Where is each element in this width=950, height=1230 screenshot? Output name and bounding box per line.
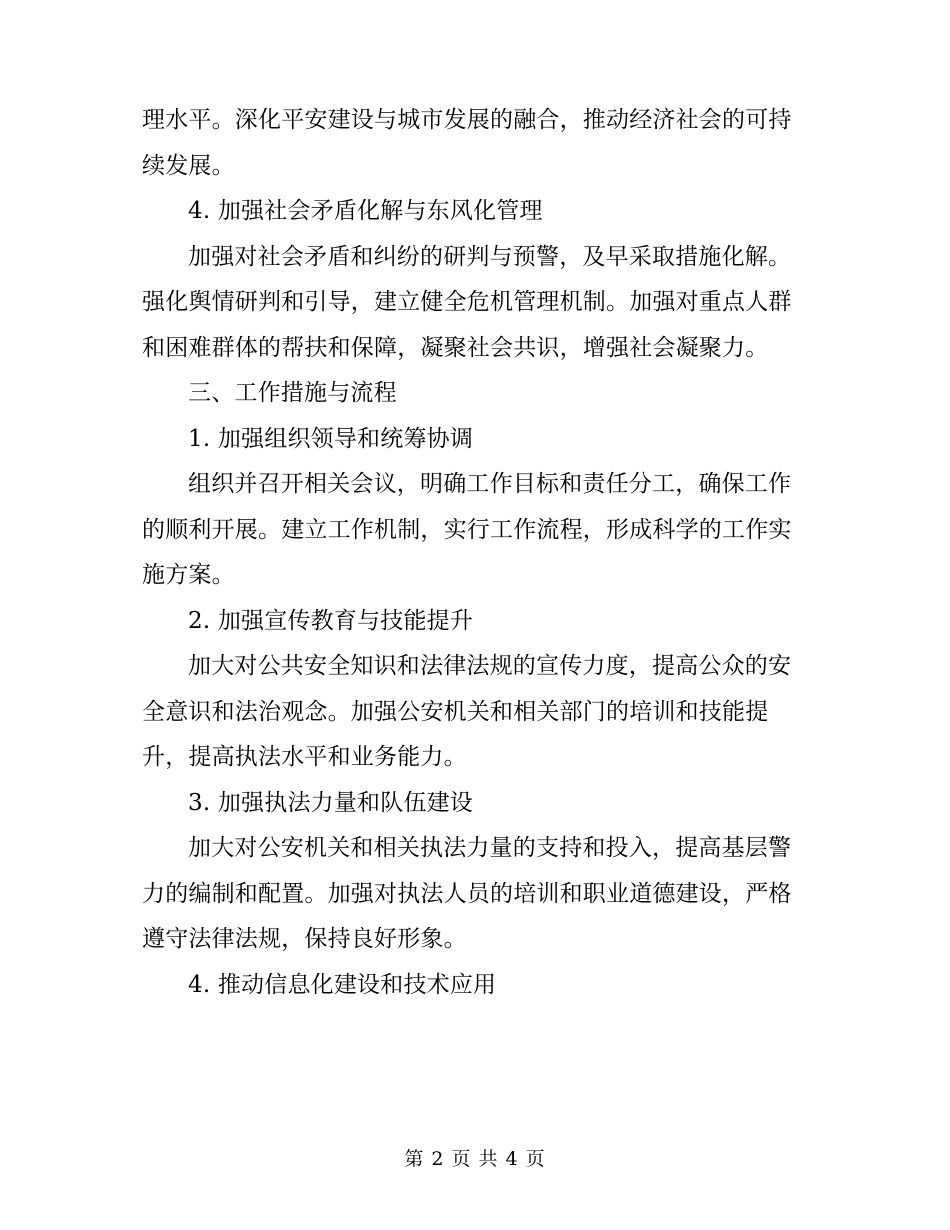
paragraph-start: 加大对公安机关和相关执法力量的支持和投入，提高基层警 <box>188 835 792 861</box>
text-line: 遵守法律法规，保持良好形象。 <box>142 926 467 952</box>
text-line: 施方案。 <box>142 562 235 588</box>
text-line: 升，提高执法水平和业务能力。 <box>142 744 467 770</box>
section-heading: 4. 推动信息化建设和技术应用 <box>188 971 497 998</box>
paragraph-start: 加强对社会矛盾和纠纷的研判与预警，及早采取措施化解。 <box>188 243 792 270</box>
text-line: 全意识和法治观念。加强公安机关和相关部门的培训和技能提 <box>142 698 769 725</box>
section-heading: 4. 加强社会矛盾化解与东风化管理 <box>188 198 543 224</box>
document-body <box>142 98 810 1008</box>
paragraph-start: 加大对公共安全知识和法律法规的宣传力度，提高公众的安 <box>188 653 792 679</box>
text-line: 的顺利开展。建立工作机制，实行工作流程，形成科学的工作实 <box>142 516 792 543</box>
text-line: 和困难群体的帮扶和保障，凝聚社会共识，增强社会凝聚力。 <box>142 334 769 361</box>
section-heading: 3. 加强执法力量和队伍建设 <box>188 789 474 816</box>
chapter-heading: 三、工作措施与流程 <box>188 380 397 406</box>
paragraph-start: 组织并召开相关会议，明确工作目标和责任分工，确保工作 <box>188 471 792 497</box>
text-line: 力的编制和配置。加强对执法人员的培训和职业道德建设，严格 <box>142 880 792 907</box>
page-number-footer: 第 2 页 共 4 页 <box>404 1148 546 1170</box>
section-heading: 2. 加强宣传教育与技能提升 <box>188 607 474 634</box>
text-line: 续发展。 <box>142 152 235 179</box>
text-line: 强化舆情研判和引导，建立健全危机管理机制。加强对重点人群 <box>142 289 792 315</box>
text-line: 理水平。深化平安建设与城市发展的融合，推动经济社会的可持 <box>142 107 792 133</box>
section-heading: 1. 加强组织领导和统筹协调 <box>188 425 474 452</box>
